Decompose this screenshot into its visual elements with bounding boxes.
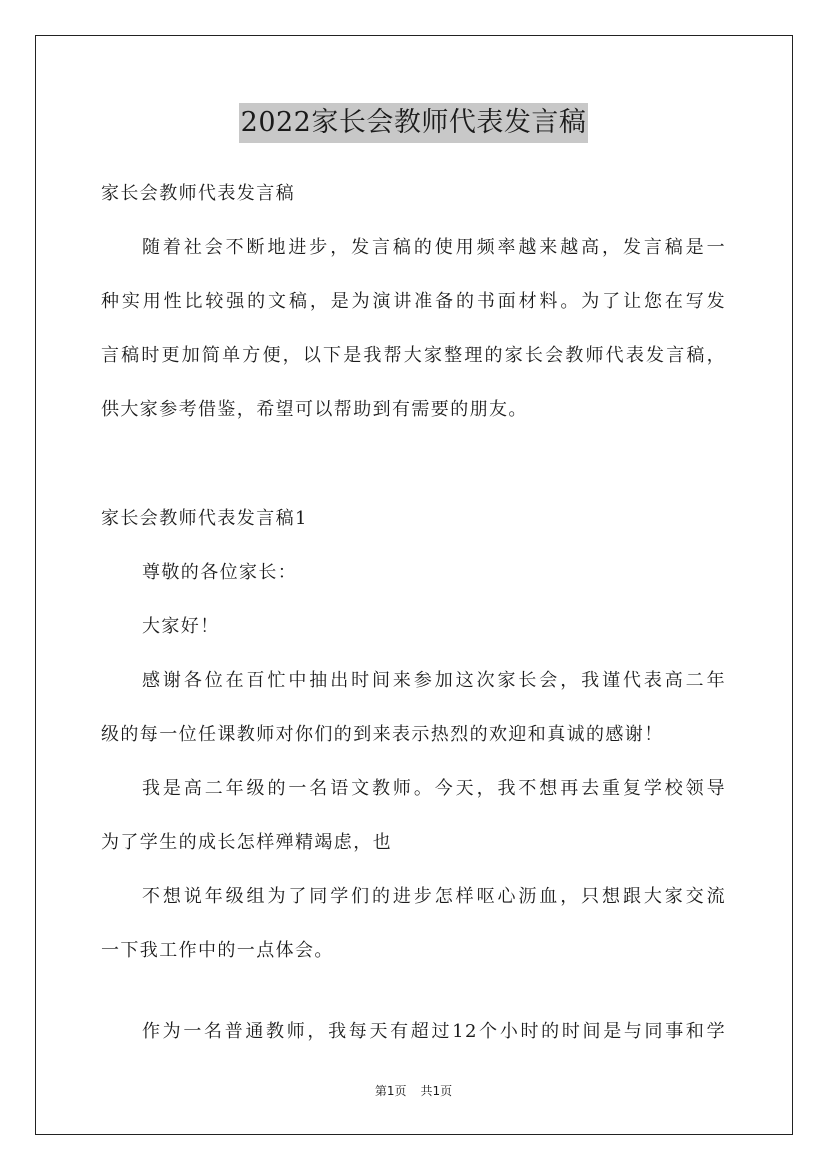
body-line-2: 级的每一位任课教师对你们的到来表示热烈的欢迎和真诚的感谢！ <box>101 724 664 745</box>
page-total: 共1页 <box>420 1084 453 1098</box>
document-subtitle: 家长会教师代表发言稿 <box>101 183 295 204</box>
body-line-5: 不想说年级组为了同学们的进步怎样呕心沥血，只想跟大家交流 <box>142 886 726 907</box>
body-line-7: 作为一名普通教师，我每天有超过12个小时的时间是与同事和学 <box>142 1021 726 1042</box>
intro-line-4: 供大家参考借鉴，希望可以帮助到有需要的朋友。 <box>101 399 528 420</box>
intro-line-1: 随着社会不断地进步，发言稿的使用频率越来越高，发言稿是一 <box>142 237 726 258</box>
body-line-6: 一下我工作中的一点体会。 <box>101 940 334 961</box>
body-line-1: 感谢各位在百忙中抽出时间来参加这次家长会，我谨代表高二年 <box>142 670 726 691</box>
greeting: 大家好！ <box>142 616 220 637</box>
section-heading: 家长会教师代表发言稿1 <box>101 508 308 529</box>
body-line-3: 我是高二年级的一名语文教师。今天，我不想再去重复学校领导 <box>142 778 726 799</box>
intro-line-2: 种实用性比较强的文稿，是为演讲准备的书面材料。为了让您在写发 <box>101 291 726 312</box>
body-line-4: 为了学生的成长怎样殚精竭虑，也 <box>101 832 392 853</box>
page-footer <box>0 1083 827 1099</box>
page-number: 第1页 <box>374 1084 407 1098</box>
document-title: 2022家长会教师代表发言稿 <box>239 103 589 143</box>
title-container <box>0 103 827 143</box>
intro-line-3: 言稿时更加简单方便，以下是我帮大家整理的家长会教师代表发言稿， <box>101 345 726 366</box>
salutation: 尊敬的各位家长： <box>142 562 298 583</box>
